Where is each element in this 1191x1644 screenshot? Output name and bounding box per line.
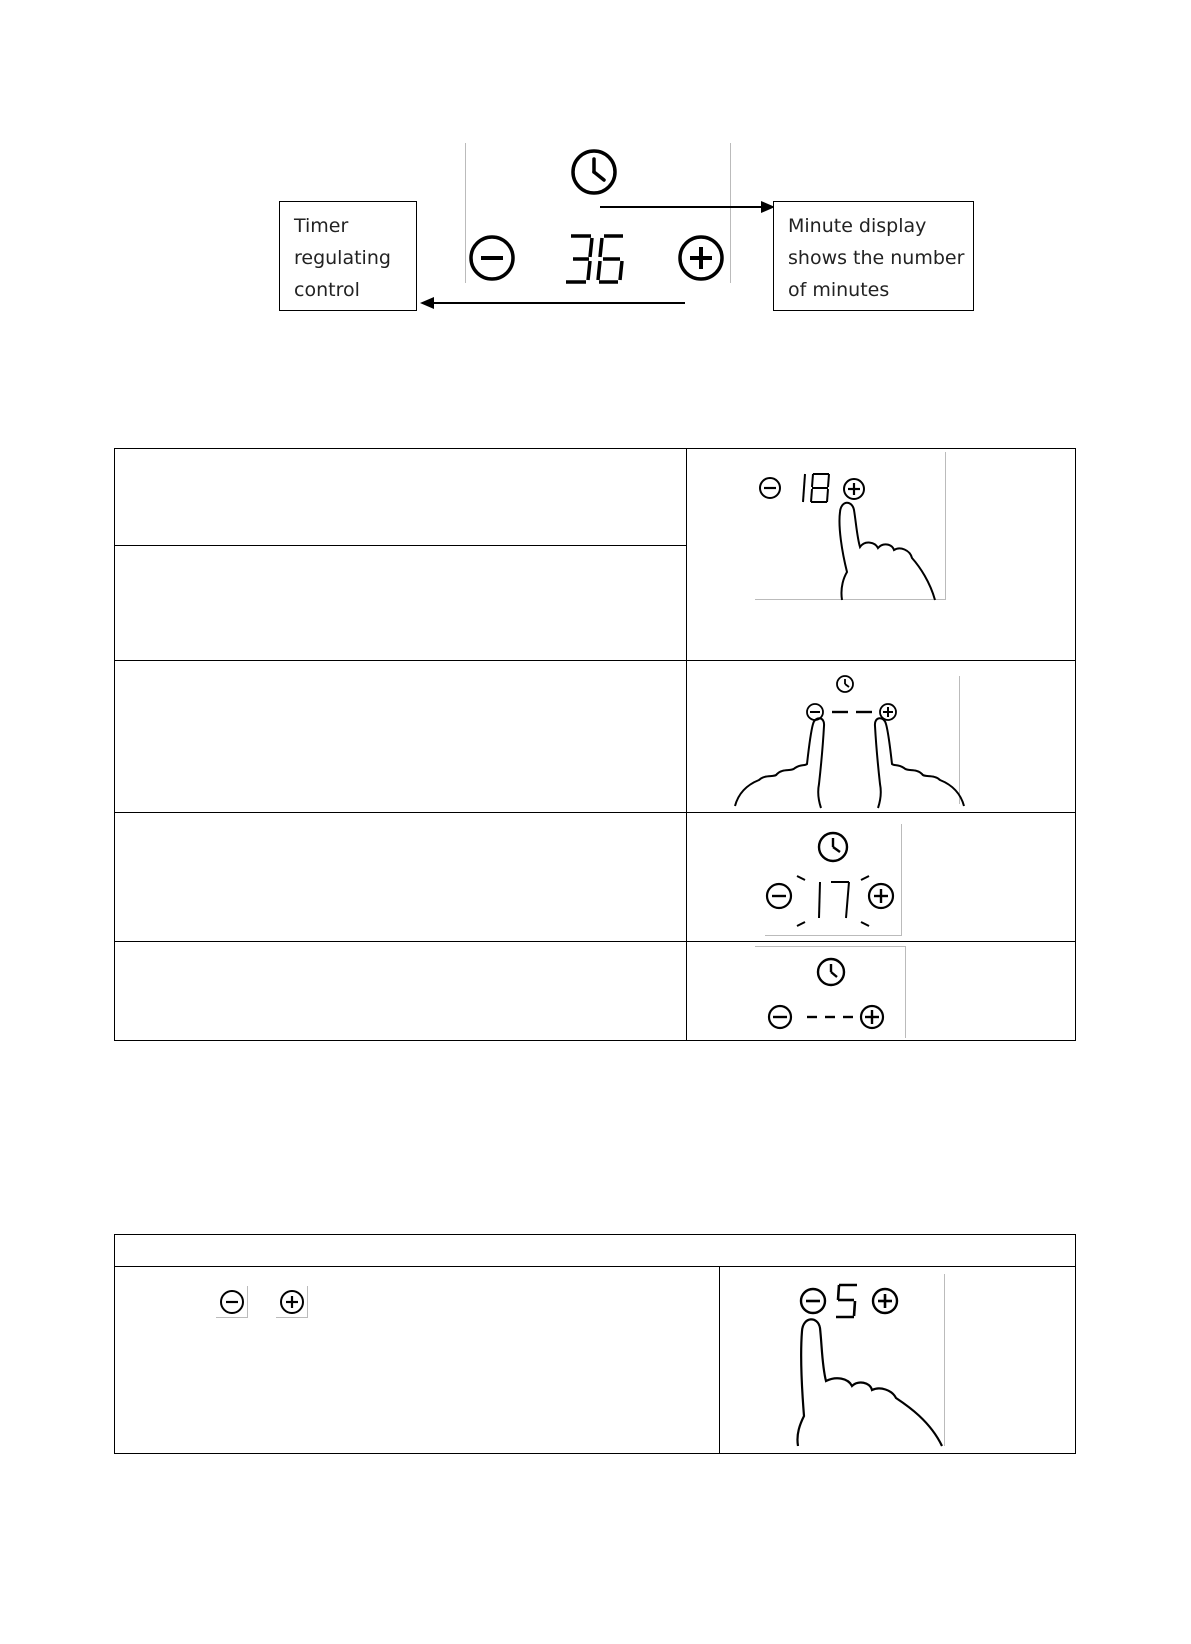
clock-icon [815,956,847,988]
table1-illustration-4 [755,946,910,1040]
clock-icon [816,830,850,864]
arrow-to-minute-display [600,200,775,214]
table1-row-divider [114,941,1076,942]
display-dashes [830,708,876,716]
minus-icon [767,1004,793,1030]
finger-icon [820,492,950,602]
arrow-to-timer-control [420,296,685,310]
panel-edge-left [465,143,466,283]
minute-display-callout [773,201,974,311]
callout-line: Timer [294,215,349,237]
table1-row-divider [114,545,686,546]
minus-icon [219,1289,245,1315]
callout-line: of minutes [788,279,890,301]
minute-display [565,233,627,285]
inline-minus-key [216,1286,248,1318]
plus-icon [859,1004,885,1030]
table1-illustration-3 [755,818,905,938]
table1-illustration-2 [735,668,965,808]
plus-icon [867,882,895,910]
finger-icon [790,1306,950,1446]
callout-line: Minute display [788,215,927,237]
timer-diagram [0,0,1191,340]
table2-illustration [780,1270,950,1450]
plus-icon [279,1289,305,1315]
table1-illustration-1 [740,452,950,602]
left-finger-icon [735,716,835,808]
callout-line: regulating [294,247,391,269]
table1-column-divider [686,448,687,1041]
table2-header-divider [114,1266,1076,1267]
inline-plus-key [276,1286,308,1318]
right-finger-icon [870,716,970,808]
callout-line: control [294,279,360,301]
callout-line: shows the number [788,247,965,269]
table1-row-divider [114,812,1076,813]
plus-icon [677,234,725,282]
minus-icon [758,476,782,500]
clock-icon [835,674,855,694]
clock-icon [570,148,618,196]
minus-icon [468,234,516,282]
table2-column-divider [719,1266,720,1454]
timer-control-callout [279,201,417,311]
table1-row-divider [114,660,1076,661]
display-dashes [805,1013,857,1021]
